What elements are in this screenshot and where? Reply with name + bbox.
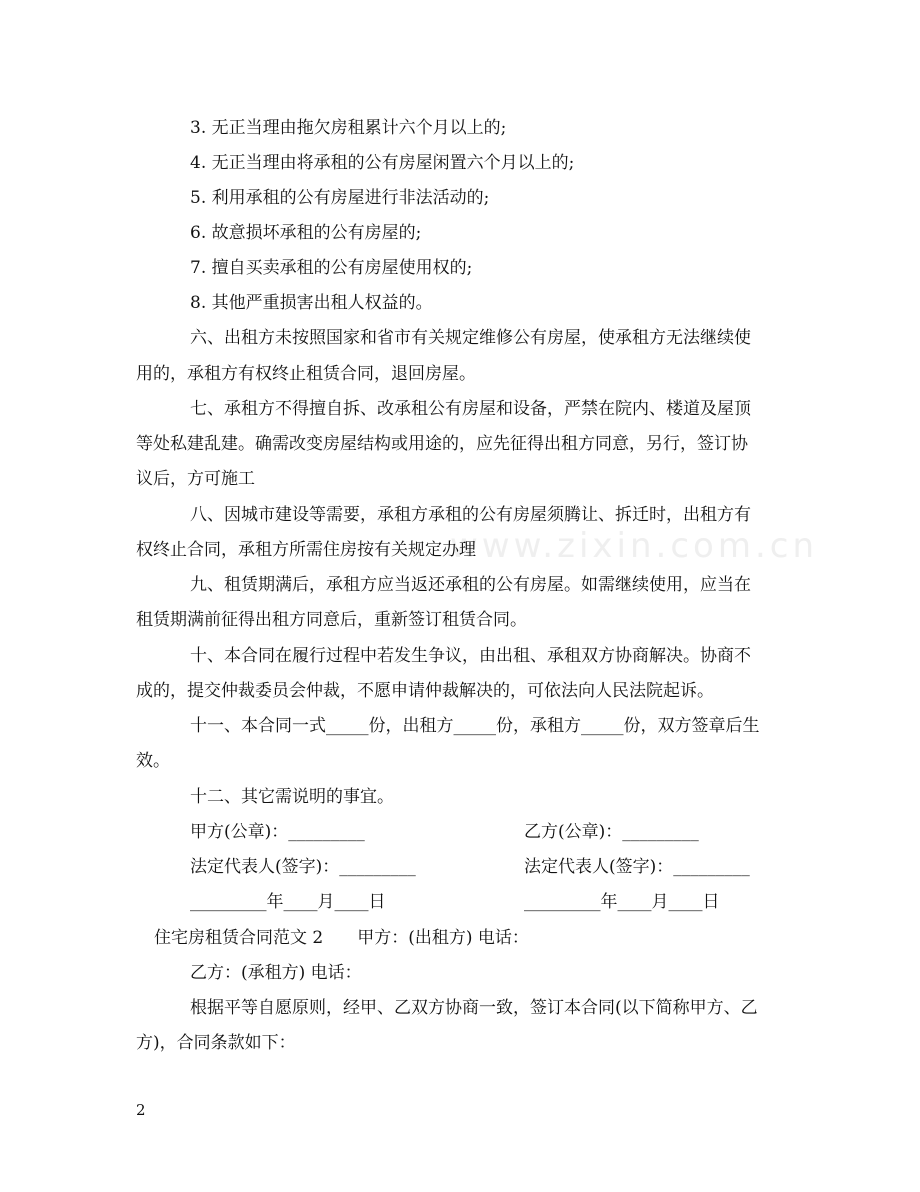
clause-item-4: 4. 无正当理由将承租的公有房屋闲置六个月以上的; xyxy=(190,153,575,173)
party-b-line: 乙方：(承租方) 电话： xyxy=(190,963,362,983)
contract-2-heading: 住宅房租赁合同范文 2 甲方：(出租方) 电话： xyxy=(154,928,529,948)
clause-item-7: 7. 擅自买卖承租的公有房屋使用权的; xyxy=(190,258,473,278)
party-a-seal: 甲方(公章)：_________ xyxy=(190,822,365,842)
clause-item-6: 6. 故意损坏承租的公有房屋的; xyxy=(190,223,422,243)
party-a-date: _________年____月____日 xyxy=(190,892,386,912)
party-a-representative: 法定代表人(签字)：_________ xyxy=(190,857,416,877)
clause-7-line-2: 等处私建乱建。确需改变房屋结构或用途的，应先征得出租方同意，另行，签订协 xyxy=(136,434,748,454)
clause-9-line-1: 九、租赁期满后，承租方应当返还承租的公有房屋。如需继续使用，应当在 xyxy=(190,575,751,595)
clause-8-line-2: 权终止合同，承租方所需住房按有关规定办理 xyxy=(136,540,476,560)
clause-7-line-1: 七、承租方不得擅自拆、改承租公有房屋和设备，严禁在院内、楼道及屋顶 xyxy=(190,399,751,419)
page-number: 2 xyxy=(136,1101,146,1119)
clause-item-3: 3. 无正当理由拖欠房租累计六个月以上的; xyxy=(190,118,507,138)
party-b-representative: 法定代表人(签字)：_________ xyxy=(524,857,750,877)
party-b-seal: 乙方(公章)：_________ xyxy=(524,822,699,842)
clause-12: 十二、其它需说明的事宜。 xyxy=(190,787,394,807)
clause-6-line-1: 六、出租方未按照国家和省市有关规定维修公有房屋，使承租方无法继续使 xyxy=(190,328,751,348)
clause-6-line-2: 用的，承租方有权终止租赁合同，退回房屋。 xyxy=(136,364,476,384)
clause-9-line-2: 租赁期满前征得出租方同意后，重新签订租赁合同。 xyxy=(136,610,527,630)
clause-7-line-3: 议后，方可施工 xyxy=(136,469,255,489)
clause-11-line-2: 效。 xyxy=(136,751,170,771)
preamble-line-2: 方)，合同条款如下： xyxy=(136,1033,296,1053)
clause-10-line-1: 十、本合同在履行过程中若发生争议，由出租、承租双方协商解决。协商不 xyxy=(190,646,751,666)
party-b-date: _________年____月____日 xyxy=(524,892,720,912)
preamble-line-1: 根据平等自愿原则，经甲、乙双方协商一致，签订本合同(以下简称甲方、乙 xyxy=(190,998,758,1018)
clause-item-8: 8. 其他严重损害出租人权益的。 xyxy=(190,293,433,313)
watermark: www.zixin.com.cn xyxy=(450,526,818,566)
clause-item-5: 5. 利用承租的公有房屋进行非法活动的; xyxy=(190,188,490,208)
clause-8-line-1: 八、因城市建设等需要，承租方承租的公有房屋须腾让、拆迁时，出租方有 xyxy=(190,505,751,525)
clause-11-line-1: 十一、本合同一式_____份，出租方_____份，承租方_____份，双方签章后生 xyxy=(190,716,760,736)
clause-10-line-2: 成的，提交仲裁委员会仲裁，不愿申请仲裁解决的，可依法向人民法院起诉。 xyxy=(136,681,714,701)
